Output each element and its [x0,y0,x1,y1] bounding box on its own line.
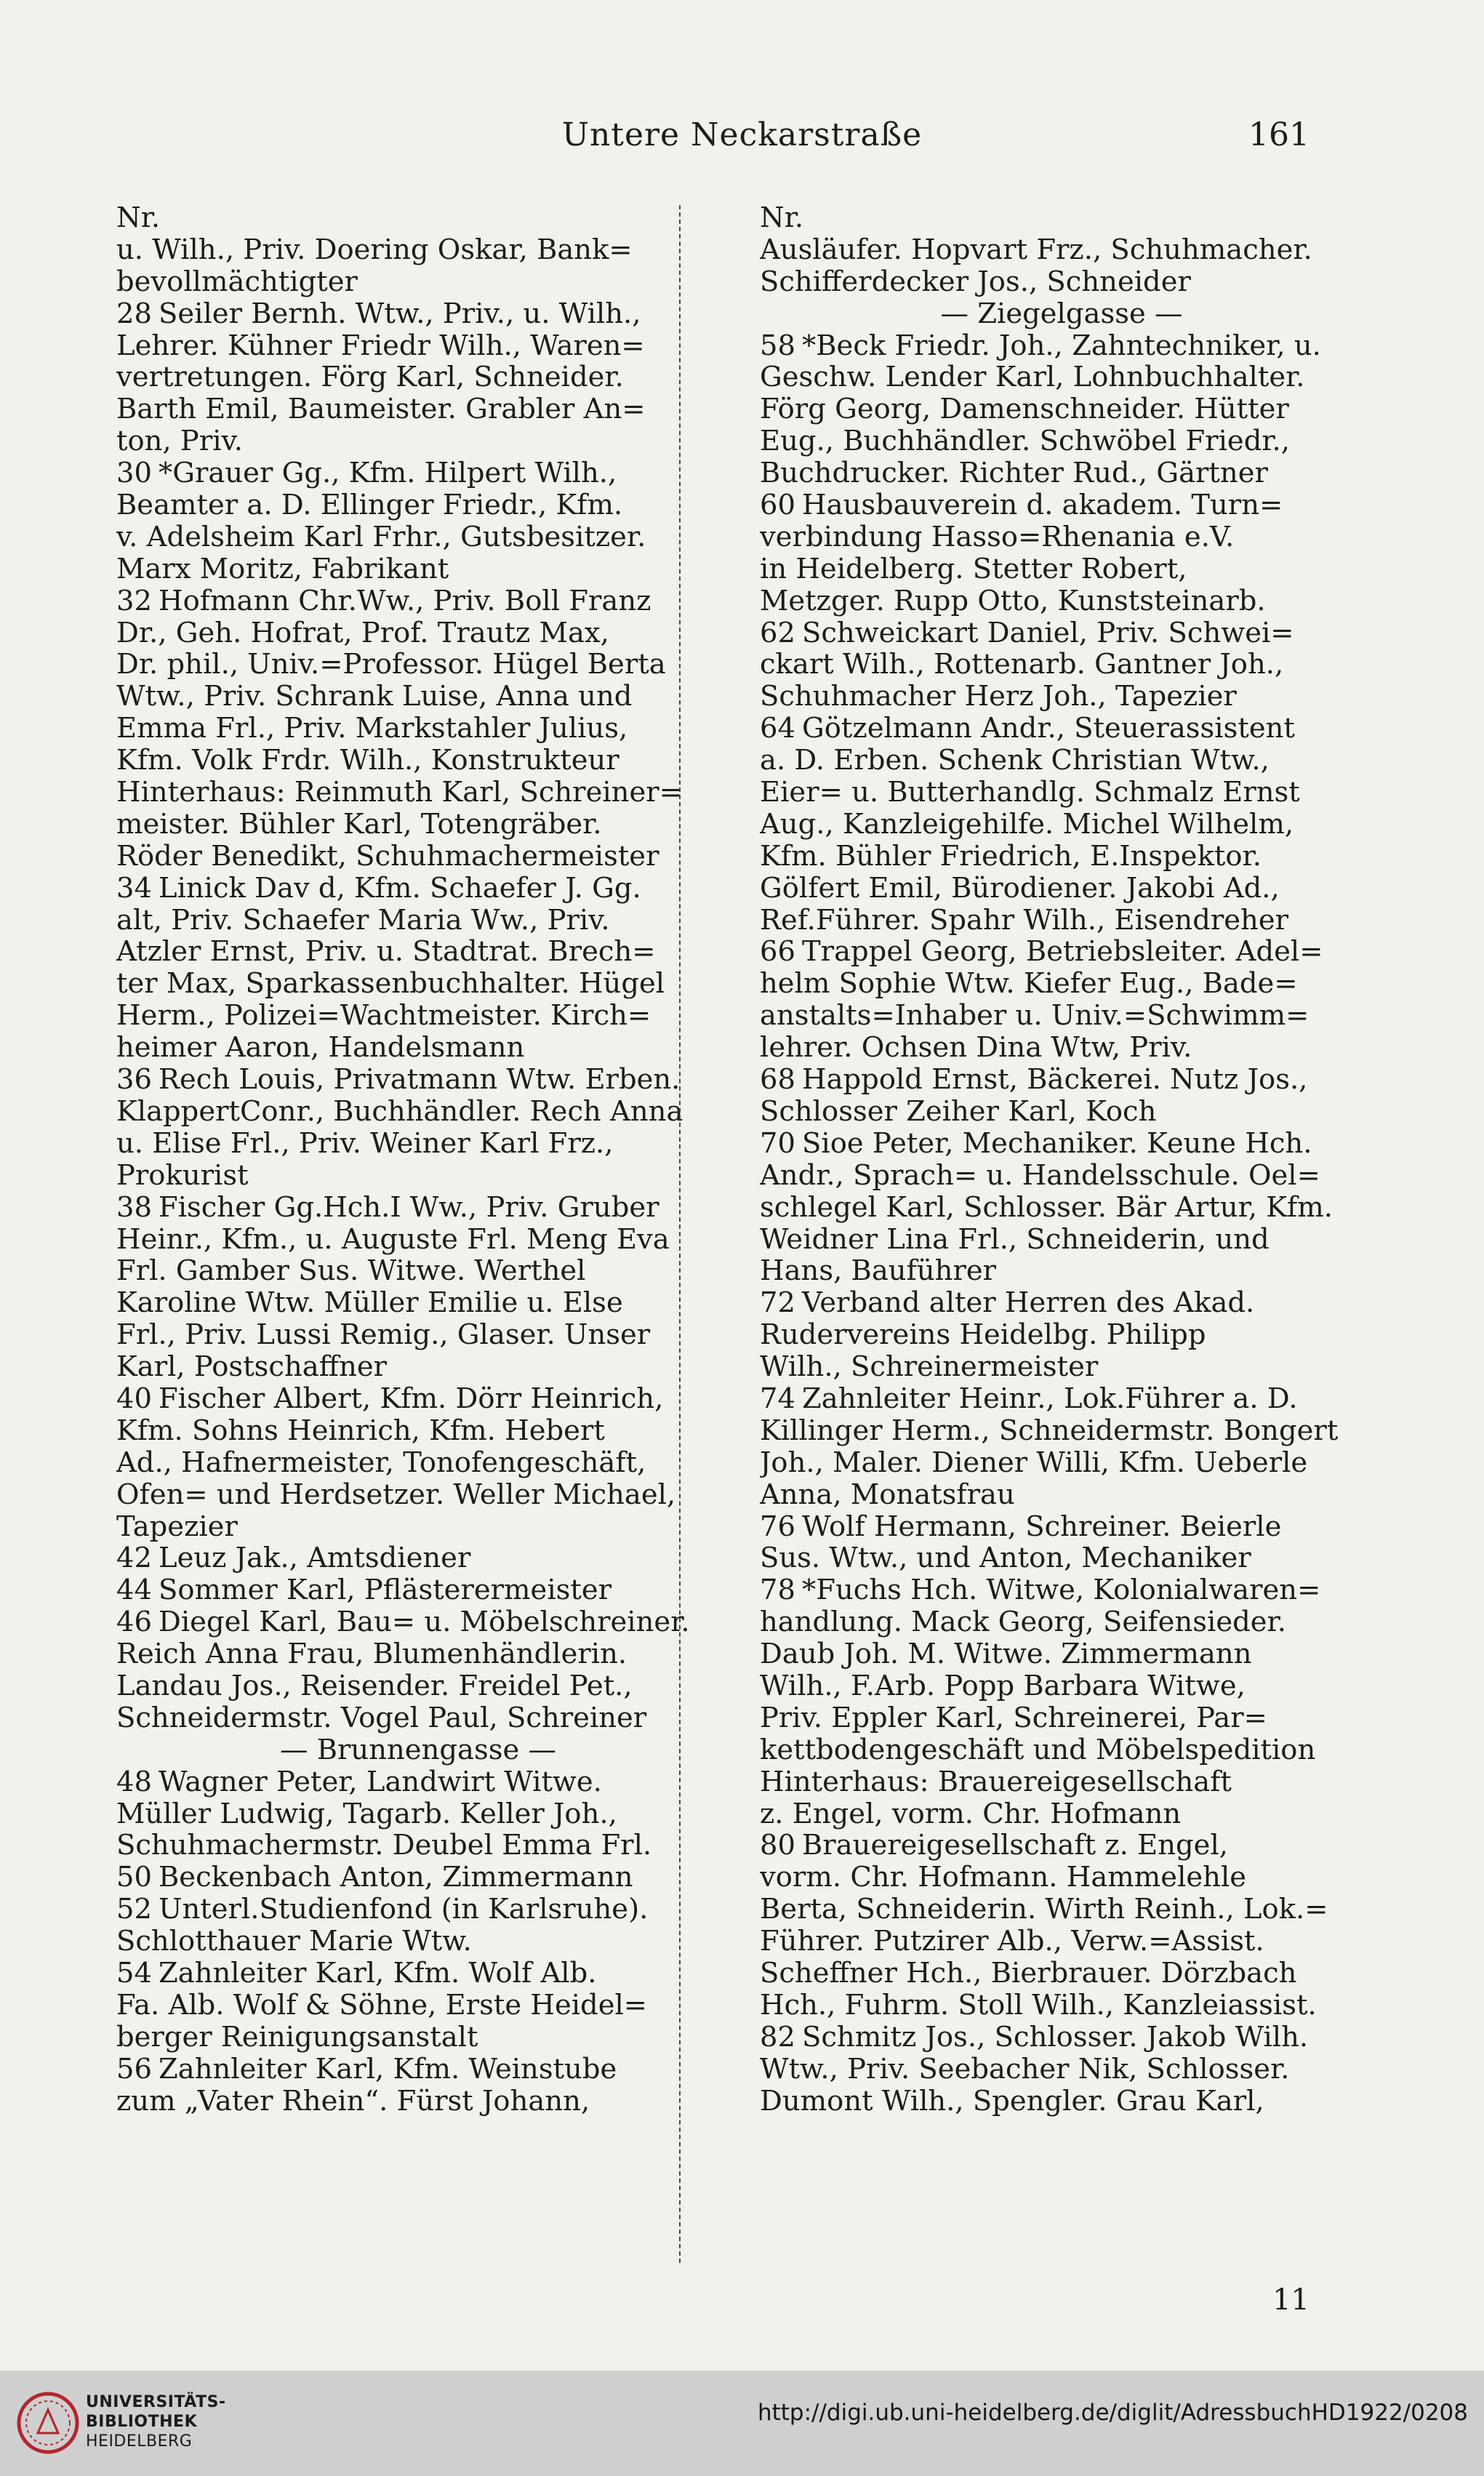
entry-text: Eier= u. Butterhandlg. Schmalz Ernst [760,777,1300,809]
entry-text: ter Max, Sparkassenbuchhalter. Hügel [116,968,665,1001]
house-number: 32 [116,585,152,617]
entry-text: Schifferdecker Jos., Schneider [760,265,1191,298]
entry-text: KlappertConr., Buchhändler. Rech Anna [116,1095,683,1128]
entry-text: Leuz Jak., Amtsdiener [159,1542,471,1575]
entry-text: Hinterhaus: Brauereigesellschaft [760,1766,1232,1798]
address-line [116,1287,720,1319]
entry-text: Weidner Lina Frl., Schneiderin, und [760,1223,1270,1256]
entry-text: Hausbauverein d. akadem. Turn= [802,489,1283,521]
entry-text: Wilh., F.Arb. Popp Barbara Witwe, [760,1670,1246,1702]
address-line [760,1160,1363,1192]
address-line [760,393,1363,425]
address-line [116,1606,720,1638]
address-line [760,2022,1363,2054]
institution-line: HEIDELBERG [86,2432,193,2451]
address-line [760,1415,1363,1447]
address-line [116,2022,720,2054]
entry-text: z. Engel, vorm. Chr. Hofmann [760,1798,1182,1830]
address-line [760,617,1363,649]
address-line [116,1670,720,1702]
entry-text: in Heidelberg. Stetter Robert, [760,553,1187,585]
entry-text: Karl, Postschaffner [116,1351,388,1383]
address-line [116,2086,720,2118]
entry-text: Heinr., Kfm., u. Auguste Frl. Meng Eva [116,1223,670,1256]
address-line [760,873,1363,905]
address-line [116,809,720,841]
entry-text: handlung. Mack Georg, Seifensieder. [760,1606,1286,1639]
address-line [116,202,720,234]
address-line [760,1958,1363,1990]
address-line [760,457,1363,489]
entry-text: Sioe Peter, Mechaniker. Keune Hch. [802,1127,1312,1160]
sheet-number: 11 [1272,2283,1309,2317]
entry-text: Daub Joh. M. Witwe. Zimmermann [760,1638,1252,1670]
entry-text: Geschw. Lender Karl, Lohnbuchhalter. [760,361,1305,394]
house-number: 76 [760,1510,795,1543]
house-number: 80 [760,1830,795,1862]
university-seal-icon [16,2391,80,2455]
address-line [760,1830,1363,1862]
entry-text: Wagner Peter, Landwirt Witwe. [159,1766,602,1798]
house-number: 28 [116,297,152,330]
address-line [760,202,1363,234]
address-line [116,1319,720,1351]
entry-text: verbindung Hasso=Rhenania e.V. [760,521,1235,553]
address-line [116,234,720,266]
house-number: 34 [116,872,152,905]
entry-text: Dr. phil., Univ.=Professor. Hügel Berta [116,649,666,681]
address-line [760,1766,1363,1798]
left-column [116,202,720,2117]
entry-text: berger Reinigungsanstalt [116,2021,478,2054]
address-line [760,1128,1363,1160]
entry-text: *Fuchs Hch. Witwe, Kolonialwaren= [802,1574,1321,1607]
house-number: 42 [116,1542,152,1575]
address-line [116,1415,720,1447]
entry-text: Eug., Buchhändler. Schwöbel Friedr., [760,425,1290,458]
address-line [116,617,720,649]
entry-text: Beckenbach Anton, Zimmermann [159,1862,633,1894]
entry-text: Landau Jos., Reisender. Freidel Pet., [116,1670,633,1702]
column-divider [679,205,681,2263]
house-number: 38 [116,1191,152,1224]
entry-text: Barth Emil, Baumeister. Grabler An= [116,393,646,426]
entry-text: Marx Moritz, Fabrikant [116,553,449,585]
house-number: 30 [116,457,152,490]
entry-text: Tapezier [116,1510,238,1543]
address-line [760,1255,1363,1287]
entry-text: Zahnleiter Karl, Kfm. Wolf Alb. [159,1957,597,1990]
house-number: 72 [760,1287,795,1320]
address-line [116,266,720,298]
entry-text: a. D. Erben. Schenk Christian Wtw., [760,745,1270,777]
address-line [760,1064,1363,1096]
address-line [116,585,720,617]
address-line [116,713,720,745]
address-line [116,553,720,585]
address-line [760,1574,1363,1606]
address-line [116,1032,720,1064]
address-line [760,1606,1363,1638]
entry-text: Killinger Herm., Schneidermstr. Bongert [760,1414,1339,1447]
address-line [760,1638,1363,1670]
address-line [116,1990,720,2022]
address-line [116,361,720,393]
entry-text: Nr. [760,202,804,234]
address-line [760,1894,1363,1926]
entry-text: Müller Ludwig, Tagarb. Keller Joh., [116,1798,617,1830]
address-line [760,1192,1363,1224]
entry-text: Hofmann Chr.Ww., Priv. Boll Franz [159,585,651,617]
house-number: 66 [760,936,795,969]
entry-text: Schlotthauer Marie Wtw. [116,1926,472,1958]
entry-text: Zahnleiter Karl, Kfm. Weinstube [159,2053,617,2086]
entry-text: Atzler Ernst, Priv. u. Stadtrat. Brech= [116,936,656,969]
street-heading [116,1734,720,1766]
entry-text: Wtw., Priv. Schrank Luise, Anna und [116,681,633,713]
address-line [760,1734,1363,1766]
address-line [116,1000,720,1032]
address-line [116,1798,720,1830]
address-line [116,1351,720,1383]
house-number: 74 [760,1382,795,1415]
entry-text: alt, Priv. Schaefer Maria Ww., Priv. [116,904,610,937]
address-line [760,1926,1363,1958]
page-number: 161 [1248,116,1309,153]
address-line [760,1990,1363,2022]
page-title: Untere Neckarstraße [561,116,923,153]
entry-text: Linick Dav d, Kfm. Schaefer J. Gg. [159,872,641,905]
entry-text: Scheffner Hch., Bierbrauer. Dörzbach [760,1957,1297,1990]
house-number: 48 [116,1766,152,1798]
house-number: 62 [760,617,795,649]
entry-text: Verband alter Herren des Akad. [802,1287,1255,1320]
entry-text: Wolf Hermann, Schreiner. Beierle [802,1510,1282,1543]
entry-text: Ofen= und Herdsetzer. Weller Michael, [116,1478,676,1511]
entry-text: Andr., Sprach= u. Handelsschule. Oel= [760,1159,1320,1192]
entry-text: lehrer. Ochsen Dina Wtw, Priv. [760,1032,1192,1065]
house-number: 58 [760,329,795,362]
address-line [760,936,1363,968]
entry-text: Fischer Albert, Kfm. Dörr Heinrich, [159,1382,664,1415]
house-number: 54 [116,1957,152,1990]
entry-text: Schweickart Daniel, Priv. Schwei= [802,617,1294,649]
entry-text: Schneidermstr. Vogel Paul, Schreiner [116,1702,647,1734]
house-number: 70 [760,1127,795,1160]
address-line [760,745,1363,777]
address-line [760,777,1363,809]
address-line [116,425,720,457]
house-number: 46 [116,1606,152,1639]
entry-text: Kfm. Sohns Heinrich, Kfm. Hebert [116,1414,605,1447]
address-line [760,1798,1363,1830]
address-line [116,1192,720,1224]
address-line [116,1128,720,1160]
address-line [116,1160,720,1192]
entry-text: Herm., Polizei=Wachtmeister. Kirch= [116,1000,651,1033]
address-line [760,905,1363,937]
address-line [116,873,720,905]
entry-text: Schmitz Jos., Schlosser. Jakob Wilh. [802,2021,1309,2054]
address-line [760,841,1363,873]
address-line [760,1862,1363,1894]
entry-text: Priv. Eppler Karl, Schreinerei, Par= [760,1702,1267,1734]
entry-text: u. Wilh., Priv. Doering Oskar, Bank= [116,233,633,266]
house-number: 44 [116,1574,152,1607]
address-line [116,1511,720,1543]
entry-text: Gölfert Emil, Bürodiener. Jakobi Ad., [760,872,1280,905]
house-number: 78 [760,1574,795,1607]
entry-text: Metzger. Rupp Otto, Kunststeinarb. [760,585,1266,617]
address-line [760,330,1363,362]
address-line [760,1511,1363,1543]
address-line [116,1702,720,1734]
house-number: 56 [116,2053,152,2086]
address-line [116,905,720,937]
address-line [116,1574,720,1606]
entry-text: Lehrer. Kühner Friedr Wilh., Waren= [116,329,645,362]
entry-text: Nr. [116,202,161,234]
entry-text: Unterl.Studienfond (in Karlsruhe). [159,1894,649,1926]
entry-text: Hch., Fuhrm. Stoll Wilh., Kanzleiassist. [760,1989,1317,2022]
address-line [760,968,1363,1000]
institution-name [86,2392,226,2451]
entry-text: Rech Louis, Privatmann Wtw. Erben. [159,1064,681,1096]
entry-text: Zahnleiter Heinr., Lok.Führer a. D. [802,1382,1298,1415]
entry-text: vertretungen. Förg Karl, Schneider. [116,361,624,394]
house-number: 40 [116,1382,152,1415]
address-line [116,1894,720,1926]
address-line [760,1000,1363,1032]
address-line [116,1479,720,1511]
entry-text: Götzelmann Andr., Steuerassistent [802,713,1295,745]
address-line [116,1638,720,1670]
address-line [760,1670,1363,1702]
address-line [760,1224,1363,1256]
entry-text: Berta, Schneiderin. Wirth Reinh., Lok.= [760,1894,1328,1926]
address-line [760,713,1363,745]
entry-text: *Beck Friedr. Joh., Zahntechniker, u. [802,329,1321,362]
address-line [760,649,1363,681]
entry-text: Kfm. Volk Frdr. Wilh., Konstrukteur [116,745,619,777]
address-line [116,1383,720,1415]
house-number: 50 [116,1862,152,1894]
address-line [116,1958,720,1990]
address-line [116,298,720,330]
entry-text: Karoline Wtw. Müller Emilie u. Else [116,1287,623,1320]
entry-text: Diegel Karl, Bau= u. Möbelschreiner. [159,1606,690,1639]
address-line [760,425,1363,457]
address-line [116,841,720,873]
entry-text: Reich Anna Frau, Blumenhändlerin. [116,1638,627,1670]
address-line [116,1926,720,1958]
address-line [116,649,720,681]
entry-text: Hinterhaus: Reinmuth Karl, Schreiner= [116,777,683,809]
entry-text: Dumont Wilh., Spengler. Grau Karl, [760,2085,1264,2118]
address-line [116,2054,720,2086]
entry-text: Fa. Alb. Wolf & Söhne, Erste Heidel= [116,1989,648,2022]
entry-text: Sommer Karl, Pflästerermeister [159,1574,612,1607]
entry-text: Joh., Maler. Diener Willi, Kfm. Ueberle [760,1446,1308,1479]
entry-text: Hans, Bauführer [760,1255,997,1288]
address-line [116,1224,720,1256]
address-line [760,1479,1363,1511]
address-line [760,809,1363,841]
entry-text: heimer Aaron, Handelsmann [116,1032,525,1065]
house-number: 36 [116,1064,152,1096]
entry-text: v. Adelsheim Karl Frhr., Gutsbesitzer. [116,521,646,553]
address-line [760,553,1363,585]
address-line [760,1447,1363,1479]
entry-text: Buchdrucker. Richter Rud., Gärtner [760,457,1268,490]
house-number: 82 [760,2021,795,2054]
address-line [760,361,1363,393]
address-line [760,1032,1363,1064]
address-line [760,266,1363,298]
address-line [116,745,720,777]
address-line [116,936,720,968]
entry-text: Trappel Georg, Betriebsleiter. Adel= [802,936,1323,969]
entry-text: schlegel Karl, Schlosser. Bär Artur, Kfm. [760,1191,1333,1224]
institution-line: UNIVERSITÄTS- [86,2393,226,2411]
entry-text: Röder Benedikt, Schuhmachermeister [116,840,659,873]
entry-text: bevollmächtigter [116,265,358,298]
address-line [760,1287,1363,1319]
entry-text: Brauereigesellschaft z. Engel, [802,1830,1228,1862]
entry-text: anstalts=Inhaber u. Univ.=Schwimm= [760,1000,1309,1033]
entry-text: Sus. Wtw., und Anton, Mechaniker [760,1542,1251,1575]
entry-text: kettbodengeschäft und Möbelspedition [760,1734,1316,1766]
address-line [116,1447,720,1479]
entry-text: Aug., Kanzleigehilfe. Michel Wilhelm, [760,808,1294,841]
address-line [116,1064,720,1096]
right-column [760,202,1363,2117]
address-line [760,585,1363,617]
address-line [116,968,720,1000]
entry-text: Wilh., Schreinermeister [760,1351,1099,1383]
entry-text: *Grauer Gg., Kfm. Hilpert Wilh., [159,457,617,490]
address-line [116,1096,720,1128]
address-line [116,521,720,553]
entry-text: Führer. Putzirer Alb., Verw.=Assist. [760,1926,1264,1958]
entry-text: Ausläufer. Hopvart Frz., Schuhmacher. [760,233,1312,266]
address-line [760,1096,1363,1128]
address-line [116,777,720,809]
address-line [760,1542,1363,1574]
entry-text: Emma Frl., Priv. Markstahler Julius, [116,713,628,745]
entry-text: Fischer Gg.Hch.I Ww., Priv. Gruber [159,1191,659,1224]
entry-text: Happold Ernst, Bäckerei. Nutz Jos., [802,1064,1308,1096]
entry-text: zum „Vater Rhein“. Fürst Johann, [116,2085,590,2118]
entry-text: u. Elise Frl., Priv. Weiner Karl Frz., [116,1127,614,1160]
address-line [760,681,1363,713]
entry-text: helm Sophie Wtw. Kiefer Eug., Bade= [760,968,1298,1001]
address-line [116,1542,720,1574]
address-line [116,393,720,425]
entry-text: Rudervereins Heidelbg. Philipp [760,1319,1206,1352]
address-line [116,489,720,521]
entry-text: Prokurist [116,1159,249,1192]
entry-text: Beamter a. D. Ellinger Friedr., Kfm. [116,489,623,521]
entry-text: Frl. Gamber Sus. Witwe. Werthel [116,1255,586,1288]
entry-text: Schlosser Zeiher Karl, Koch [760,1095,1157,1128]
entry-text: — Ziegelgasse — [940,297,1183,330]
entry-text: Frl., Priv. Lussi Remig., Glaser. Unser [116,1319,651,1352]
entry-text: Kfm. Bühler Friedrich, E.Inspektor. [760,840,1262,873]
entry-text: ton, Priv. [116,425,243,458]
address-line [760,1319,1363,1351]
address-line [116,457,720,489]
address-line [116,1862,720,1894]
address-line [116,1830,720,1862]
house-number: 68 [760,1064,795,1096]
address-line [760,2054,1363,2086]
house-number: 60 [760,489,795,521]
entry-text: Wtw., Priv. Seebacher Nik, Schlosser. [760,2053,1290,2086]
address-line [116,330,720,362]
street-heading [760,298,1363,330]
entry-text: Seiler Bernh. Wtw., Priv., u. Wilh., [159,297,641,330]
institution-line: BIBLIOTHEK [86,2413,198,2431]
entry-text: Ad., Hafnermeister, Tonofengeschäft, [116,1446,646,1479]
address-line [760,521,1363,553]
address-line [116,681,720,713]
entry-text: Förg Georg, Damenschneider. Hütter [760,393,1289,426]
address-line [116,1255,720,1287]
entry-text: — Brunnengasse — [279,1734,557,1766]
address-line [116,1766,720,1798]
house-number: 64 [760,713,795,745]
entry-text: meister. Bühler Karl, Totengräber. [116,808,602,841]
entry-text: vorm. Chr. Hofmann. Hammelehle [760,1862,1247,1894]
entry-text: Ref.Führer. Spahr Wilh., Eisendreher [760,904,1289,937]
entry-text: Schuhmacher Herz Joh., Tapezier [760,681,1237,713]
address-line [760,1351,1363,1383]
house-number: 52 [116,1894,152,1926]
address-line [760,2086,1363,2118]
address-line [760,1702,1363,1734]
entry-text: Anna, Monatsfrau [760,1478,1015,1511]
source-url-link[interactable]: http://digi.ub.uni-heidelberg.de/diglit/AdressbuchHD1922/0208 [757,2400,1468,2426]
entry-text: ckart Wilh., Rottenarb. Gantner Joh., [760,649,1284,681]
entry-text: Schuhmachermstr. Deubel Emma Frl. [116,1830,652,1862]
address-line [760,489,1363,521]
address-line [760,1383,1363,1415]
entry-text: Dr., Geh. Hofrat, Prof. Trautz Max, [116,617,609,649]
address-line [760,234,1363,266]
